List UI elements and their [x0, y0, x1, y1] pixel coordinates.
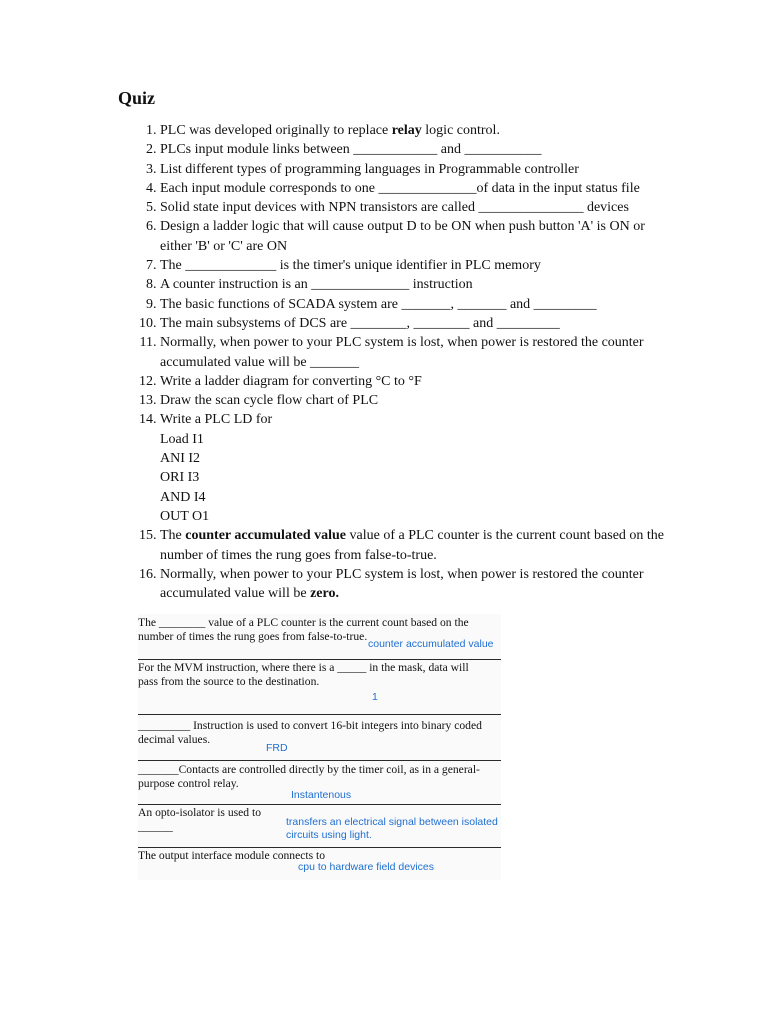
answer-line: transfers an electrical signal between isolated — [286, 816, 498, 828]
clip-question — [138, 661, 501, 689]
question-line: For the MVM instruction, where there is a _____ in the mask, data will — [138, 661, 469, 674]
plc-instruction-line: ORI I3 — [160, 470, 200, 486]
item-text: Design a ladder logic that will cause output D to be ON when push button 'A' is ON or either 'B' or 'C' are ON — [160, 219, 645, 254]
item-bold-text: counter accumulated value — [185, 528, 346, 544]
question-line: purpose control relay. — [138, 777, 239, 790]
divider — [138, 847, 501, 848]
item-text: A counter instruction is an ______________ instruction — [160, 277, 473, 293]
question-line: _______Contacts are controlled directly by the timer coil, as in a general- — [138, 763, 480, 776]
item-bold-text: relay — [391, 123, 422, 138]
list-item — [160, 391, 680, 410]
list-item — [160, 314, 680, 333]
list-item — [160, 295, 680, 314]
plc-instruction-line: OUT O1 — [160, 508, 210, 524]
question-line: _________ Instruction is used to convert 16-bit integers into binary coded — [138, 719, 482, 732]
plc-instruction-line: Load I1 — [160, 431, 204, 447]
question-line: The ________ value of a PLC counter is the current count based on the — [138, 616, 469, 629]
item-text: Write a PLC LD for — [160, 412, 273, 428]
list-item — [160, 526, 680, 565]
quiz-title: Quiz — [118, 88, 156, 108]
list-item — [160, 217, 680, 256]
item-text: The main subsystems of DCS are ________, ________ and _________ — [160, 315, 560, 331]
item-text: The — [160, 528, 186, 544]
item-text: PLC was developed originally to replace — [160, 123, 392, 138]
list-item — [160, 372, 680, 391]
answer-line: circuits using light. — [286, 829, 372, 841]
list-item — [160, 160, 680, 179]
answer-text: Instantenous — [291, 789, 352, 801]
quiz-list — [136, 121, 680, 603]
item-text: Each input module corresponds to one ______________of data in the input status file — [160, 180, 640, 196]
list-item — [160, 198, 680, 217]
question-line: decimal values. — [138, 733, 211, 746]
item-text: Draw the scan cycle flow chart of PLC — [160, 393, 379, 409]
plc-instruction-line: AND I4 — [160, 489, 206, 505]
item-bold-text: zero. — [310, 586, 339, 602]
item-text: Write a ladder diagram for converting °C to °F — [160, 373, 422, 389]
item-text: List different types of programming languages in Programmable controller — [160, 161, 579, 177]
divider — [138, 804, 501, 805]
question-line: pass from the source to the destination. — [138, 675, 320, 688]
clip-question — [138, 763, 501, 791]
list-item — [160, 565, 680, 604]
question-line: The output interface module connects to — [138, 849, 326, 862]
answer-clipping — [138, 614, 501, 880]
plc-instruction-line: ANI I2 — [160, 451, 201, 467]
clip-question — [138, 719, 501, 747]
item-text: Normally, when power to your PLC system is lost, when power is restored the counter accumulated value will be — [160, 566, 644, 602]
list-item — [160, 179, 680, 198]
answer-text: 1 — [372, 691, 378, 703]
list-item — [160, 121, 680, 140]
answer-text: cpu to hardware field devices — [298, 861, 434, 873]
list-item — [160, 410, 680, 526]
answer-text: FRD — [266, 742, 288, 754]
item-text: logic control. — [421, 123, 500, 138]
item-text: value of a PLC counter is the current count based on the number of times the rung goes from false-to-true. — [160, 528, 665, 563]
question-line: An opto-isolator is used to — [138, 806, 262, 819]
item-text: Solid state input devices with NPN transistors are called _______________ devices — [160, 200, 629, 216]
item-text: PLCs input module links between ____________ and ___________ — [160, 142, 542, 158]
question-line: ______ — [138, 820, 173, 833]
list-item — [160, 256, 680, 275]
item-text: The _____________ is the timer's unique identifier in PLC memory — [160, 258, 541, 274]
list-item — [160, 140, 680, 159]
list-item — [160, 275, 680, 294]
item-text: The basic functions of SCADA system are _______, _______ and _________ — [160, 296, 597, 312]
list-item — [160, 333, 680, 372]
divider — [138, 760, 501, 761]
answer-text: counter accumulated value — [368, 638, 494, 650]
divider — [138, 659, 501, 660]
item-text: Normally, when power to your PLC system is lost, when power is restored the counter accumulated value will be _______ — [160, 335, 644, 370]
question-line: number of times the rung goes from false-to-true. — [138, 630, 368, 643]
divider — [138, 714, 501, 715]
answer-text — [286, 816, 498, 842]
